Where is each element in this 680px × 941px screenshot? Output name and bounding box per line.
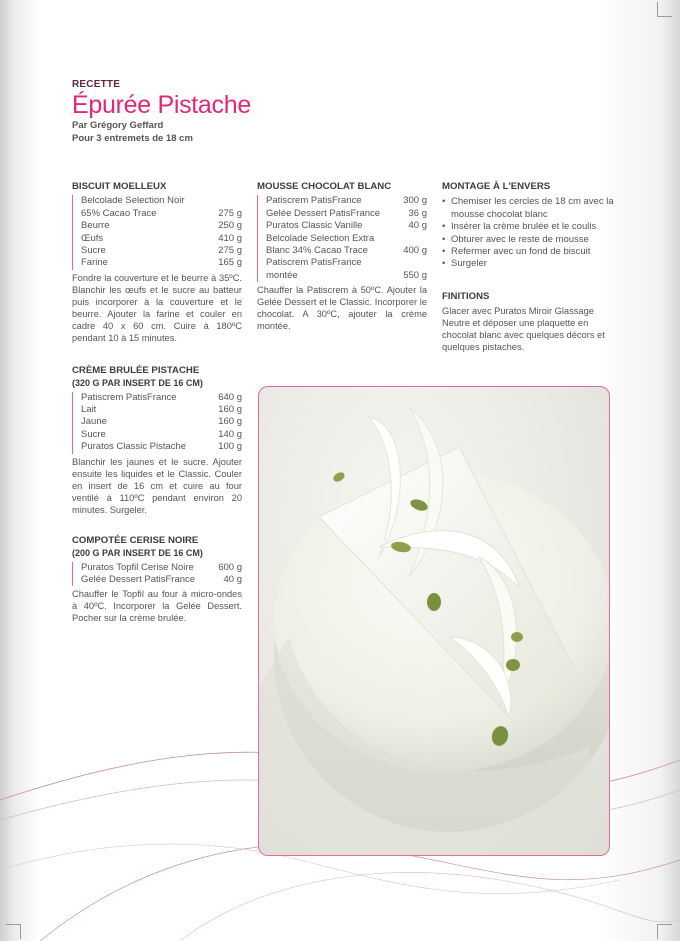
column-left <box>72 181 242 624</box>
ingredient-name: Patiscrem PatisFrance montée <box>266 257 362 281</box>
crop-mark-bottom-right <box>657 924 672 939</box>
ingredient-qty: 40 g <box>223 573 242 585</box>
ingredient-name: Gelée Dessert PatisFrance <box>266 207 381 219</box>
ingredient-name: Belcolade Selection Extra Blanc 34% Cacao Trace <box>266 232 375 257</box>
finitions-title: FINITIONS <box>442 290 490 302</box>
column-middle <box>257 181 427 332</box>
ingredient-qty: 400 g <box>403 245 427 257</box>
biscuit-method: Fondre la couverture et le beurre à 35ºC. Blanchir les œufs et le sucre au batteur puis incorporer à la couverture et le beurre. Ajouter la farine et couler en cadre 40 x 60 cm. Cuire à 180ºC pendant 10 à 15 minutes. <box>72 272 242 343</box>
list-item: • Insérer la crème brulée et le coulis <box>442 221 614 233</box>
ingredient-qty: 275 g <box>218 207 242 219</box>
ingredient-qty: 100 g <box>218 441 242 453</box>
ingredient-qty: 550 g <box>403 269 427 281</box>
list-item: • Obturer avec le reste de mousse <box>442 234 614 246</box>
ingredient-row <box>81 245 242 257</box>
recipe-author: Par Grégory Geffard <box>72 120 164 131</box>
ingredient-qty: 165 g <box>218 257 242 269</box>
finitions-text: Glacer avec Puratos Miroir Glassage Neutre et déposer une plaquette en chocolat blanc avec quelques décors et quelques pistaches. <box>442 306 605 353</box>
ingredient-qty: 275 g <box>218 245 242 257</box>
ingredient-qty: 40 g <box>408 220 427 232</box>
section-compotee <box>72 535 242 625</box>
ingredient-qty: 640 g <box>218 391 242 403</box>
ingredient-name: Jaune <box>81 416 107 428</box>
compotee-ingredients <box>72 562 242 587</box>
ingredient-name: Sucre <box>81 428 106 440</box>
ingredient-row <box>81 574 242 586</box>
dessert-illustration <box>259 387 609 855</box>
ingredient-name: Gelée Dessert PatisFrance <box>81 573 196 585</box>
crop-mark-bottom-left <box>6 924 21 939</box>
ingredient-row <box>266 208 427 220</box>
mousse-ingredients <box>257 195 427 282</box>
ingredient-row <box>81 441 242 453</box>
creme-subtitle: (320 G PAR INSERT DE 16 CM) <box>72 378 203 389</box>
ingredient-name: Patiscrem PatisFrance <box>266 195 362 207</box>
crop-mark-top-right <box>657 2 672 17</box>
ingredient-name: Puratos Classic Vanille <box>266 220 363 232</box>
column-right <box>442 181 614 353</box>
ingredient-row <box>81 429 242 441</box>
ingredient-name: Sucre <box>81 245 106 257</box>
section-creme <box>72 365 242 516</box>
ingredient-row <box>266 233 427 258</box>
compotee-subtitle: (200 G PAR INSERT DE 16 CM) <box>72 548 203 559</box>
ingredient-name: Belcolade Selection Noir 65% Cacao Trace <box>81 195 185 219</box>
ingredient-row <box>81 257 242 269</box>
ingredient-name: Patiscrem PatisFrance <box>81 391 177 403</box>
ingredient-name: Beurre <box>81 220 110 232</box>
recipe-yield: Pour 3 entremets de 18 cm <box>72 132 193 144</box>
compotee-method: Chauffer le Topfil au four à micro-ondes à 40ºC. Incorporer la Gelée Dessert. Pocher sur la crème brulée. <box>72 589 242 624</box>
ingredient-row <box>81 404 242 416</box>
section-label: RECETTE <box>72 79 121 90</box>
list-item: • Surgeler <box>442 258 614 270</box>
ingredient-row <box>81 220 242 232</box>
creme-method: Blanchir les jaunes et le sucre. Ajouter ensuite les liquides et le Classic. Couler en insert de 16 cm et cuire au four ventilé à 110ºC pendant environ 20 minutes. Surgeler. <box>72 456 242 515</box>
ingredient-qty: 250 g <box>218 220 242 232</box>
recipe-header <box>72 79 251 144</box>
ingredient-row <box>266 195 427 207</box>
creme-title: CRÈME BRULÉE PISTACHE <box>72 364 200 376</box>
mousse-title: MOUSSE CHOCOLAT BLANC <box>257 181 392 192</box>
ingredient-qty: 600 g <box>218 561 242 573</box>
compotee-title: COMPOTÉE CERISE NOIRE <box>72 534 199 546</box>
ingredient-qty: 160 g <box>218 404 242 416</box>
recipe-title: Épurée Pistache <box>72 91 251 119</box>
ingredient-row <box>81 562 242 574</box>
section-biscuit <box>72 181 242 344</box>
montage-steps <box>442 196 614 270</box>
dessert-photo <box>258 386 610 856</box>
ingredient-row <box>266 220 427 232</box>
ingredient-name: Puratos Topfil Cerise Noire <box>81 561 194 573</box>
ingredient-qty: 160 g <box>218 416 242 428</box>
ingredient-name: Farine <box>81 257 108 269</box>
ingredient-row <box>81 416 242 428</box>
ingredient-row <box>266 257 427 282</box>
list-item: • Refermer avec un fond de biscuit <box>442 246 614 258</box>
mousse-method: Chauffer la Patiscrem à 50ºC. Ajouter la Gelée Dessert et le Classic. Incorporer le chocolat. A 30ºC, ajouter la crème montée. <box>257 285 427 332</box>
ingredient-name: Puratos Classic Pistache <box>81 441 187 453</box>
ingredient-name: Œufs <box>81 232 104 244</box>
ingredient-qty: 36 g <box>408 207 427 219</box>
ingredient-qty: 300 g <box>403 195 427 207</box>
creme-ingredients <box>72 392 242 454</box>
biscuit-ingredients <box>72 195 242 269</box>
ingredient-qty: 410 g <box>218 232 242 244</box>
ingredient-row <box>81 392 242 404</box>
ingredient-name: Lait <box>81 404 97 416</box>
list-item: • Chemiser les cercles de 18 cm avec la mousse chocolat blanc <box>442 196 614 221</box>
montage-title: MONTAGE À L'ENVERS <box>442 181 551 192</box>
biscuit-title: BISCUIT MOELLEUX <box>72 181 167 192</box>
ingredient-qty: 140 g <box>218 428 242 440</box>
ingredient-row <box>81 233 242 245</box>
